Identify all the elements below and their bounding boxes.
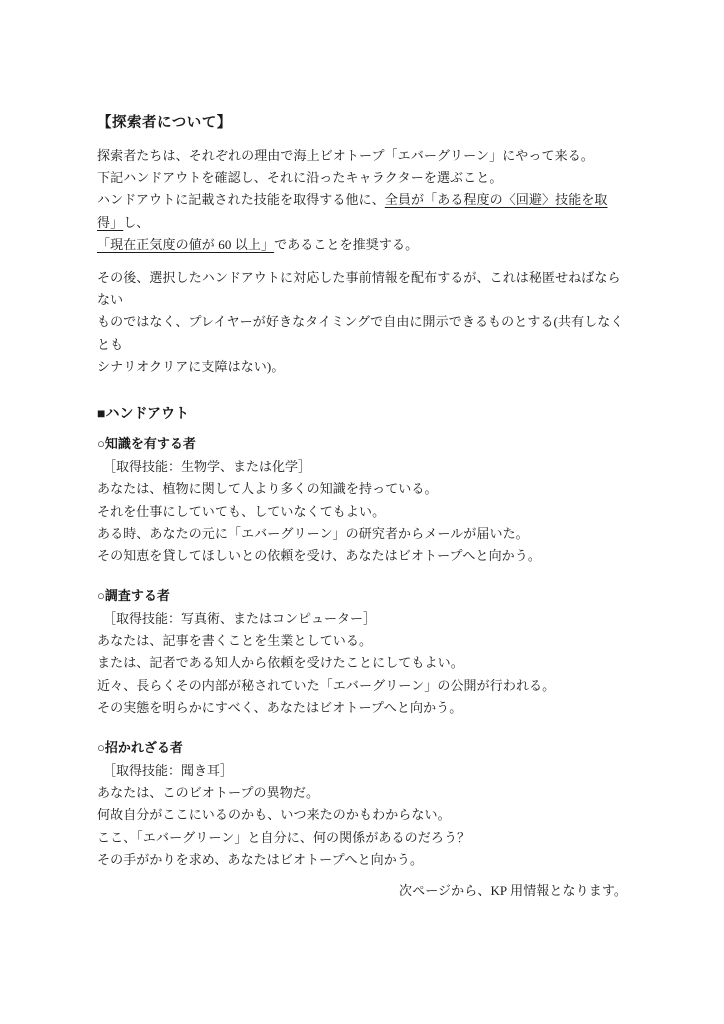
handout-name: ○招かれざる者 bbox=[97, 739, 183, 755]
secret-line: シナリオクリアに支障はない)。 bbox=[97, 358, 285, 374]
handout-line: ある時、あなたの元に「エバーグリーン」の研究者からメールが届いた。 bbox=[97, 525, 529, 541]
intro-line: 下記ハンドアウトを確認し、それに沿ったキャラクターを選ぶこと。 bbox=[97, 170, 503, 186]
handout-line: それを仕事にしていても、していなくてもよい。 bbox=[97, 503, 386, 519]
handout-line: その知恵を貸してほしいとの依頼を受け、あなたはビオトープへと向かう。 bbox=[97, 548, 541, 564]
secret-line: ものではなく、プレイヤーが好きなタイミングで自由に開示できるものとする(共有しなくとも bbox=[97, 314, 624, 352]
handout-line: その手がかりを求め、あなたはビオトープへと向かう。 bbox=[97, 852, 424, 868]
handout-line: ここ、「エバーグリーン」と自分に、何の関係があるのだろう？ bbox=[97, 829, 471, 845]
handout-name: ○知識を有する者 bbox=[97, 435, 196, 451]
handout-entry-3 bbox=[97, 737, 627, 872]
recommend-mid: し、 bbox=[123, 214, 150, 230]
handout-entry-2 bbox=[97, 585, 627, 720]
handout-line: あなたは、記事を書くことを生業としている。 bbox=[97, 633, 373, 649]
section-heading-handout: ■ハンドアウト bbox=[97, 407, 190, 423]
handout-skill: ［取得技能：生物学、または化学］ bbox=[103, 458, 312, 474]
page-title: 【探索者について】 bbox=[97, 115, 232, 131]
handout-skill: ［取得技能：聞き耳］ bbox=[103, 762, 234, 778]
handout-line: その実態を明らかにすべく、あなたはビオトープへと向かう。 bbox=[97, 700, 463, 716]
handout-line: あなたは、このビオトープの異物だ。 bbox=[97, 784, 320, 800]
handout-skill: ［取得技能：写真術、またはコンピューター］ bbox=[103, 610, 377, 626]
recommend-underline-avoid: 全員が「ある程度の〈回避〉技能を取得」 bbox=[97, 192, 608, 230]
footer-note: 次ページから、KP 用情報となります。 bbox=[399, 883, 627, 898]
recommend-underline-san: 「現在正気度の値が 60 以上」 bbox=[97, 237, 275, 253]
intro-paragraph bbox=[97, 145, 627, 257]
handout-line: 近々、長らくその内部が秘されていた「エバーグリーン」の公開が行われる。 bbox=[97, 677, 556, 693]
recommend-suffix: であることを推奨する。 bbox=[274, 237, 419, 253]
handout-line: 何故自分がここにいるのかも、いつ来たのかもわからない。 bbox=[97, 807, 451, 823]
secret-paragraph bbox=[97, 267, 627, 379]
recommendation-line-2 bbox=[97, 234, 627, 256]
secret-line: その後、選択したハンドアウトに対応した事前情報を配布するが、これは秘匿せねばならない bbox=[97, 269, 621, 307]
recommendation-line bbox=[97, 189, 627, 234]
document-body bbox=[97, 113, 627, 871]
handout-name: ○調査する者 bbox=[97, 587, 170, 603]
intro-line: 探索者たちは、それぞれの理由で海上ビオトープ「エバーグリーン」にやって来る。 bbox=[97, 147, 594, 163]
handout-entry-1 bbox=[97, 433, 627, 568]
handout-line: または、記者である知人から依頼を受けたことにしてもよい。 bbox=[97, 655, 464, 671]
handout-line: あなたは、植物に関して人より多くの知識を持っている。 bbox=[97, 481, 438, 497]
recommend-prefix: ハンドアウトに記載された技能を取得する他に、 bbox=[97, 192, 385, 208]
